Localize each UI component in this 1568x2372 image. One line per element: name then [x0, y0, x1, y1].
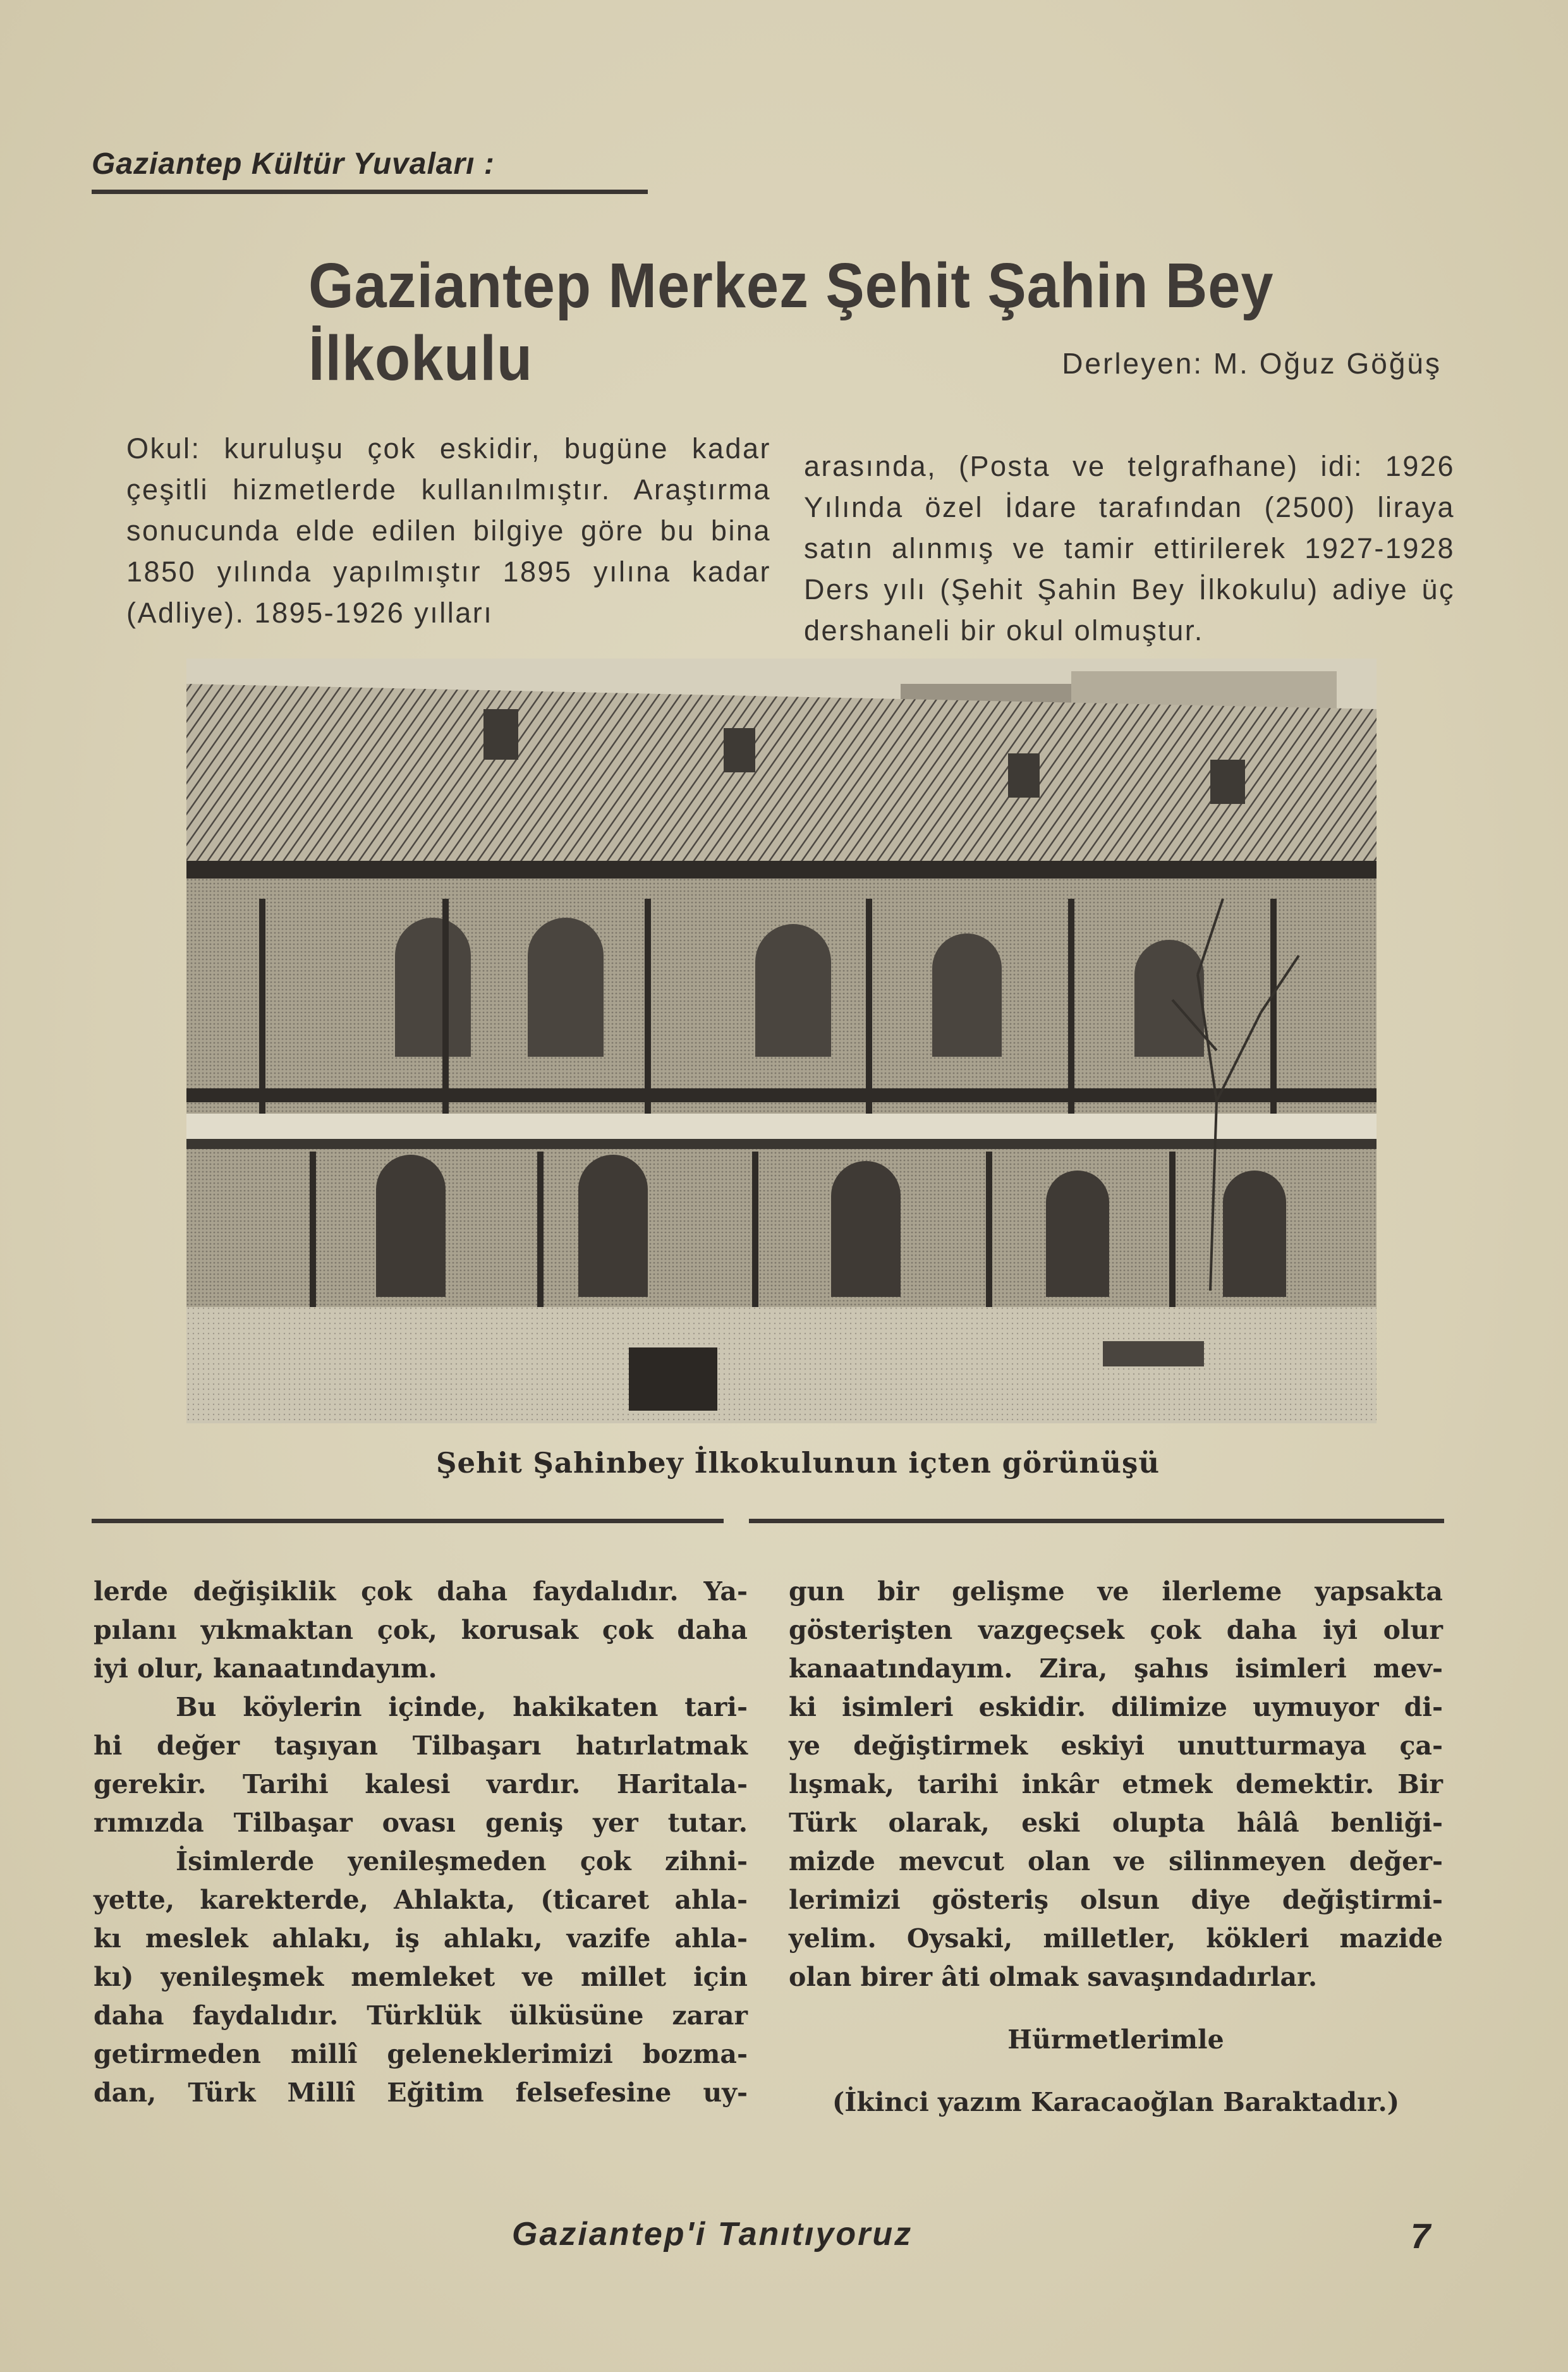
section-divider [92, 1519, 1444, 1526]
author-note: (İkinci yazım Karacaoğlan Baraktadır.) [832, 2087, 1400, 2117]
series-header: Gaziantep Kültür Yuvaları : [92, 147, 495, 181]
body-line: Bu köylerin içinde, hakikaten tari- [176, 1692, 748, 1722]
byline: Derleyen: M. Oğuz Göğüş [1062, 347, 1442, 380]
body-right-column [789, 1572, 1443, 2122]
body-line: rımızda Tilbaşar ovası geniş yer tutar. [94, 1808, 748, 1838]
body-line: gerekir. Tarihi kalesi vardır. Haritala- [94, 1769, 748, 1799]
body-line: getirmeden millî geleneklerimizi bozma- [94, 2039, 748, 2069]
page-number: 7 [1411, 2216, 1431, 2256]
body-line: kı meslek ahlakı, iş ahlakı, vazife ahla- [94, 1923, 748, 1954]
body-line: ki isimleri eskidir. dilimize uymuyor di- [789, 1692, 1443, 1722]
body-line: daha faydalıdır. Türklük ülküsüne zarar [94, 2000, 748, 2031]
divider-left-segment [92, 1519, 724, 1523]
photo-caption: Şehit Şahinbey İlkokulunun içten görünüşü [436, 1446, 1160, 1480]
body-line: gösterişten vazgeçsek çok daha iyi olur [789, 1615, 1443, 1645]
body-line: lerimizi gösteriş olsun diye değiştirmi- [789, 1885, 1443, 1915]
body-line: kanaatındayım. Zira, şahıs isimleri mev- [789, 1653, 1443, 1684]
header-rule [92, 190, 648, 194]
body-line: ye değiştirmek eskiyi unutturmaya ça- [789, 1730, 1443, 1761]
body-line: olan birer âti olmak savaşındadırlar. [789, 1962, 1318, 1992]
body-line: lerde değişiklik çok daha faydalıdır. Ya- [94, 1576, 748, 1607]
footer-title: Gaziantep'i Tanıtıyoruz [512, 2216, 913, 2253]
body-line: yelim. Oysaki, milletler, kökleri mazide [789, 1923, 1443, 1954]
body-line: lışmak, tarihi inkâr etmek demektir. Bir [789, 1769, 1443, 1799]
body-left-column [94, 1572, 748, 2112]
body-line: gun bir gelişme ve ilerleme yapsakta [789, 1576, 1443, 1607]
body-line: hi değer taşıyan Tilbaşarı hatırlatmak [94, 1730, 748, 1761]
body-line: İsimlerde yenileşmeden çok zihni- [176, 1846, 748, 1876]
divider-right-segment [749, 1519, 1444, 1523]
article-title: Gaziantep Merkez Şehit Şahin Bey İlkokulu [308, 250, 1274, 394]
school-building-photo [186, 659, 1377, 1423]
body-line: mizde mevcut olan ve silinmeyen değer- [789, 1846, 1443, 1876]
body-line: iyi olur, kanaatındayım. [94, 1653, 437, 1684]
signoff: Hürmetlerimle [1007, 2024, 1224, 2055]
intro-left-column: Okul: kuruluşu çok eskidir, bugüne kadar çeşitli hizmetlerde kullanılmıştır. Araştırma sonucunda elde edilen bilgiye göre bu bina 1850 yılında yapılmıştır 1895 yılına kadar (Adliye). 1895-1926 yılları [126, 432, 771, 629]
body-line: pılanı yıkmaktan çok, korusak çok daha [94, 1615, 748, 1645]
body-line: dan, Türk Millî Eğitim felsefesine uy- [94, 2077, 748, 2108]
body-line: Türk olarak, eski olupta hâlâ benliği- [789, 1808, 1443, 1838]
body-line: yette, karekterde, Ahlakta, (ticaret ahla- [94, 1885, 748, 1915]
intro-right-column: arasında, (Posta ve telgrafhane) idi: 1926 Yılında özel İdare tarafından (2500) liraya satın alınmış ve tamir ettirilerek 1927-1928 Ders yılı (Şehit Şahin Bey İlkokulu) adiye üç dershaneli bir okul olmuştur. [804, 450, 1455, 647]
body-line: kı) yenileşmek memleket ve millet için [94, 1962, 748, 1992]
